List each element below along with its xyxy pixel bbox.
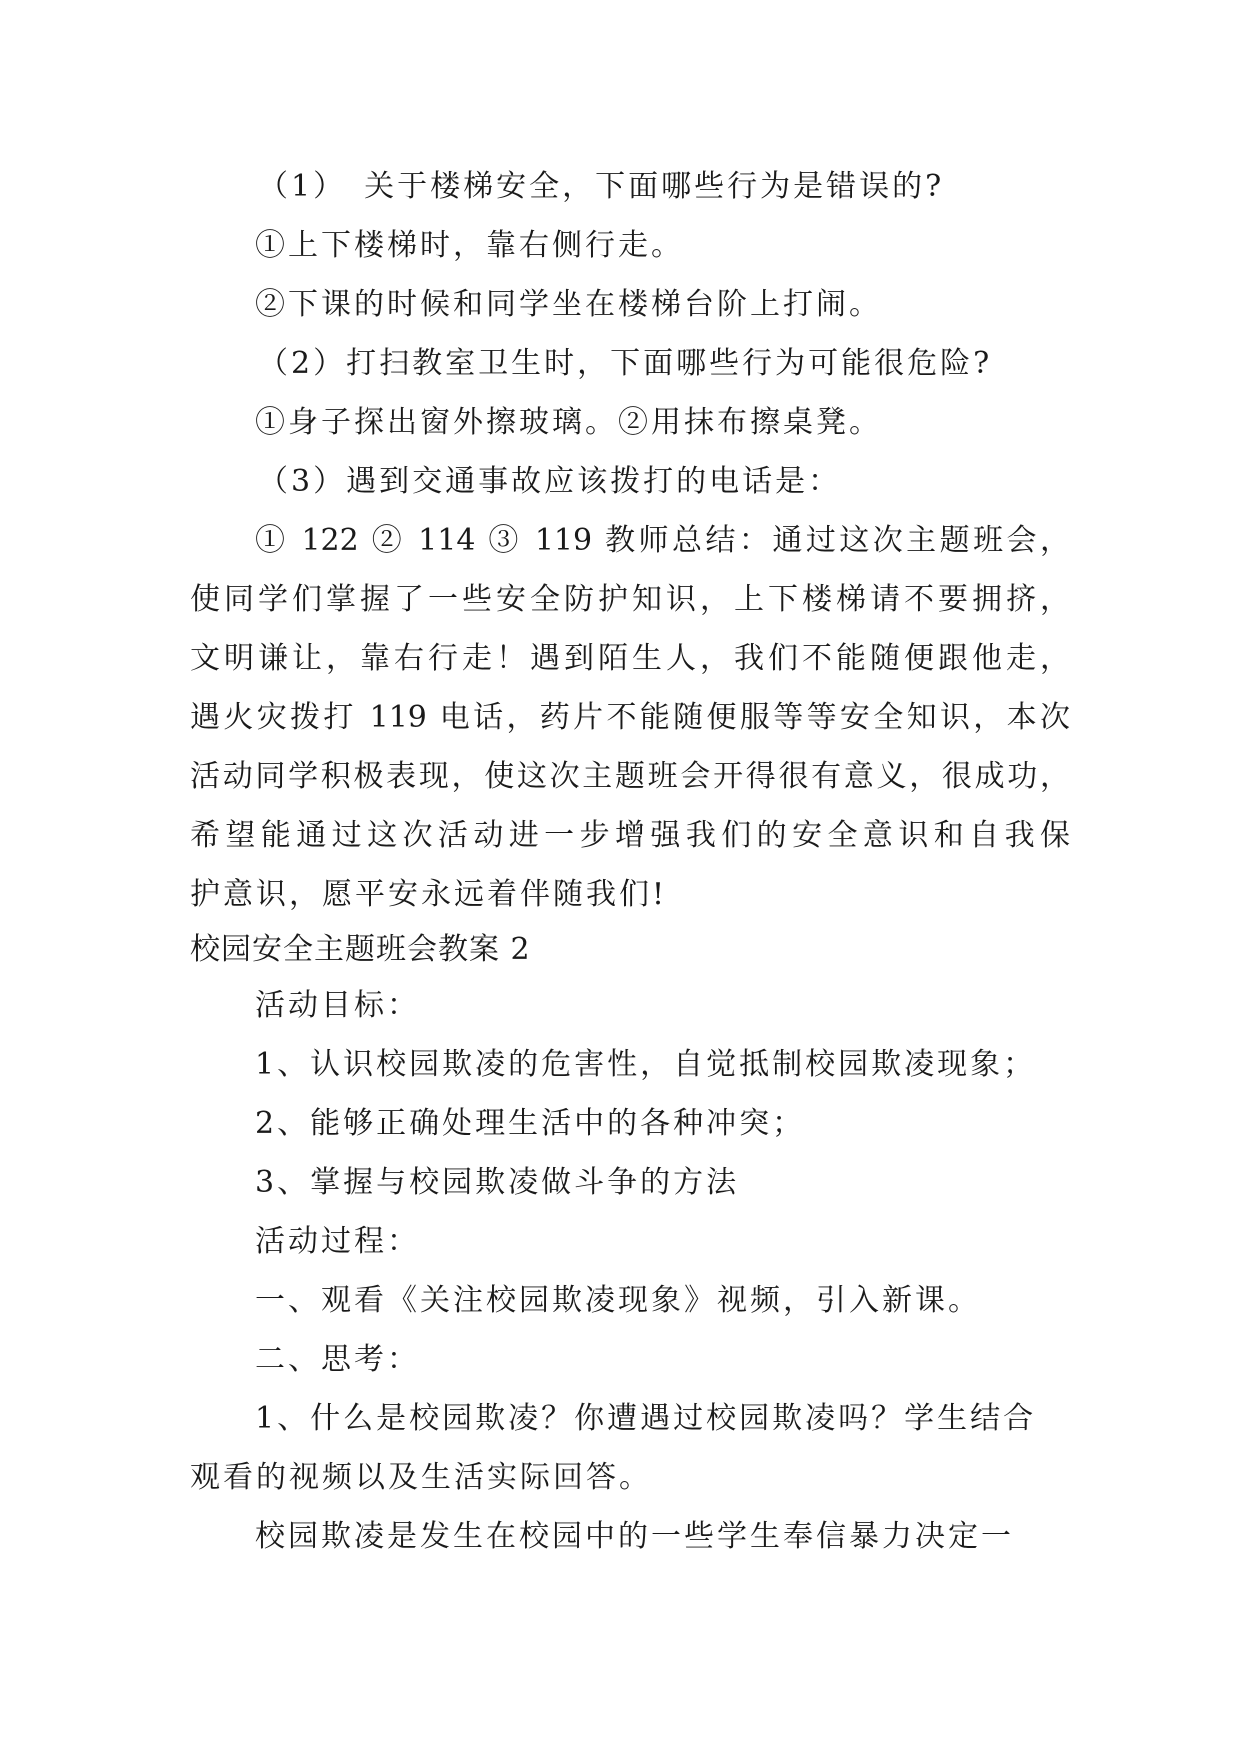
summary-line: 遇火灾拨打 119 电话，药片不能随便服等等安全知识，本次 — [190, 700, 1070, 735]
list-item: 二、思考： — [255, 1342, 420, 1377]
summary-line: 活动同学积极表现，使这次主题班会开得很有意义，很成功， — [190, 759, 1070, 794]
question-3: （3）遇到交通事故应该拨打的电话是： — [258, 464, 842, 499]
section-heading: 活动目标： — [255, 988, 420, 1023]
question-1: （1） 关于楼梯安全，下面哪些行为是错误的? — [258, 169, 945, 204]
list-item: 1、认识校园欺凌的危害性，自觉抵制校园欺凌现象； — [255, 1047, 1037, 1082]
summary-line: 文明谦让，靠右行走！遇到陌生人，我们不能随便跟他走， — [190, 641, 1070, 676]
option-line: ①身子探出窗外擦玻璃。②用抹布擦桌凳。 — [255, 405, 882, 440]
summary-line: 护意识，愿平安永远着伴随我们! — [190, 877, 668, 912]
list-item: 2、能够正确处理生活中的各种冲突； — [255, 1106, 806, 1141]
question-2: （2）打扫教室卫生时，下面哪些行为可能很危险? — [258, 346, 993, 381]
section-heading: 活动过程： — [255, 1224, 420, 1259]
list-item: 3、掌握与校园欺凌做斗争的方法 — [255, 1165, 740, 1200]
summary-line: 希望能通过这次活动进一步增强我们的安全意识和自我保 — [190, 818, 1070, 853]
body-line: 校园欺凌是发生在校园中的一些学生奉信暴力决定一 — [255, 1519, 1014, 1554]
option-line: ①上下楼梯时，靠右侧行走。 — [255, 228, 684, 263]
option-line: ②下课的时候和同学坐在楼梯台阶上打闹。 — [255, 287, 882, 322]
list-item: 一、观看《关注校园欺凌现象》视频，引入新课。 — [255, 1283, 981, 1318]
body-line: 观看的视频以及生活实际回答。 — [190, 1460, 652, 1495]
summary-line: ① 122 ② 114 ③ 119 教师总结：通过这次主题班会， — [255, 523, 1070, 558]
summary-line: 使同学们掌握了一些安全防护知识，上下楼梯请不要拥挤， — [190, 582, 1070, 617]
section-title: 校园安全主题班会教案 2 — [190, 932, 531, 967]
body-line: 1、什么是校园欺凌？你遭遇过校园欺凌吗？学生结合 — [255, 1401, 1037, 1436]
